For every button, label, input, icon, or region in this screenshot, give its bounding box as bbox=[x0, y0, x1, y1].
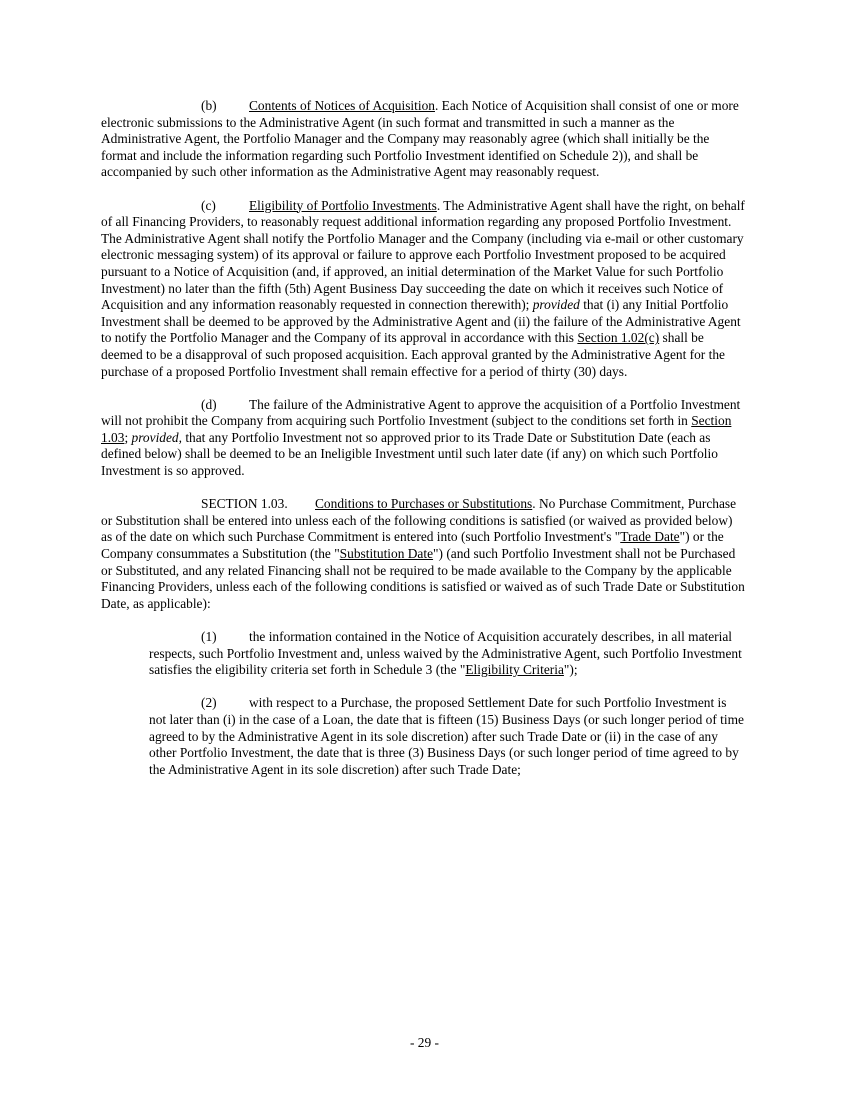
section-reference: Section 1.03 bbox=[101, 413, 732, 445]
paragraph-text: shall be deemed to be a disapproval of such proposed acquisition. Each approval granted by the Administrative Agent for the purchase of a proposed Portfolio Investment shall remain effective for a period of thirty (30) days. bbox=[101, 330, 725, 379]
section-reference: Section 1.02(c) bbox=[577, 330, 660, 346]
paragraph-text: that any Portfolio Investment not so approved prior to its Trade Date or Substitution Date (each as defined below) shall be deemed to be an Ineligible Investment until such later date (if any) on which such Portfolio Investment is so approved. bbox=[101, 429, 718, 479]
page-number: - 29 - bbox=[409, 1035, 439, 1050]
section-heading: Conditions to Purchases or Substitutions bbox=[315, 496, 533, 512]
paragraph-text: The failure of the Administrative Agent to approve the acquisition of a Portfolio Investment will not prohibit the Company from acquiring such Portfolio Investment (subject to the conditions set forth in bbox=[101, 396, 741, 429]
paragraph-text: ") or the Company consummates a Substitution (the " bbox=[101, 529, 724, 562]
defined-term-trade-date: Trade Date bbox=[620, 529, 680, 545]
paragraph-heading: Contents of Notices of Acquisition bbox=[249, 98, 435, 113]
paragraph-text: . No Purchase Commitment, Purchase or Substitution shall be entered into unless each of the following conditions is satisfied (or waived as provided below) as of the date on which such Purchase Commitment is entered into (such Portfolio Investment's " bbox=[101, 496, 737, 545]
paragraph-text: . Each Notice of Acquisition shall consist of one or more electronic submissions to the Administrative Agent (in such format and transmitted in such a manner as the Administrative Agent, the Portfolio Manager and the Company may reasonably agree (which shall initially be the format and include the information regarding such Portfolio Investment identified on Schedule 2)), and shall be accompanied by such other information as the Administrative Agent may reasonably request. bbox=[101, 98, 739, 180]
item-text: "); bbox=[563, 662, 578, 678]
paragraph-text: that (i) any Initial Portfolio Investment shall be deemed to be approved by the Administrative Agent and (ii) the failure of the Administrative Agent to notify the Portfolio Manager and the Company of its approval in accordance with this bbox=[101, 297, 741, 346]
item-text: the information contained in the Notice of Acquisition accurately describes, in all material respects, such Portfolio Investment and, unless waived by the Administrative Agent, such Portfolio Investment satisfies the eligibility criteria set forth in Schedule 3 (the " bbox=[149, 629, 742, 678]
item-number: (2) bbox=[201, 695, 217, 711]
paragraph-d bbox=[101, 397, 746, 480]
italic-term: provided, bbox=[131, 429, 182, 445]
paragraph-text: ; bbox=[124, 429, 132, 445]
paragraph-c bbox=[101, 198, 746, 381]
document-page bbox=[101, 98, 746, 795]
item-number: (1) bbox=[201, 629, 217, 644]
paragraph-number: (c) bbox=[201, 197, 216, 213]
paragraph-text: ") (and such Portfolio Investment shall not be Purchased or Substituted, and any related Financing shall not be required to be made available to the Company by the applicable Financing Providers, unless each of the following conditions is satisfied or waived as of such Trade Date or Substitution Date, as applicable): bbox=[101, 546, 745, 611]
paragraph-number: (b) bbox=[201, 98, 217, 113]
paragraph-b bbox=[101, 98, 746, 181]
condition-item-1 bbox=[149, 629, 746, 679]
italic-term: provided bbox=[532, 297, 580, 313]
paragraph-number: (d) bbox=[201, 396, 217, 412]
section-1-03 bbox=[101, 496, 746, 612]
paragraph-text: . The Administrative Agent shall have the right, on behalf of all Financing Providers, to reasonably request additional information regarding any proposed Portfolio Investment. The Administrative Agent shall notify the Portfolio Manager and the Company (including via e-mail or other customary electronic messaging system) of its approval or failure to approve each Portfolio Investment proposed to be acquired pursuant to a Notice of Acquisition (and, if approved, an initial determination of the Market Value for such Portfolio Investment) no later than the fifth (5th) Agent Business Day succeeding the date on which it receives such Notice of Acquisition and any information reasonably requested in connection therewith); bbox=[101, 197, 745, 313]
condition-item-2 bbox=[149, 695, 746, 778]
defined-term-eligibility-criteria: Eligibility Criteria bbox=[465, 662, 564, 678]
defined-term-substitution-date: Substitution Date bbox=[339, 546, 434, 562]
section-label: SECTION 1.03. bbox=[201, 496, 288, 512]
paragraph-heading: Eligibility of Portfolio Investments bbox=[249, 197, 437, 213]
item-text: with respect to a Purchase, the proposed Settlement Date for such Portfolio Investment is not later than (i) in the case of a Loan, the date that is fifteen (15) Business Days (or such longer period of time agreed to by the Administrative Agent in its sole discretion) after such Trade Date or (ii) in the case of any other Portfolio Investment, the date that is three (3) Business Days (or such longer period of time agreed to by the Administrative Agent in its sole discretion) after such Trade Date; bbox=[149, 695, 744, 777]
